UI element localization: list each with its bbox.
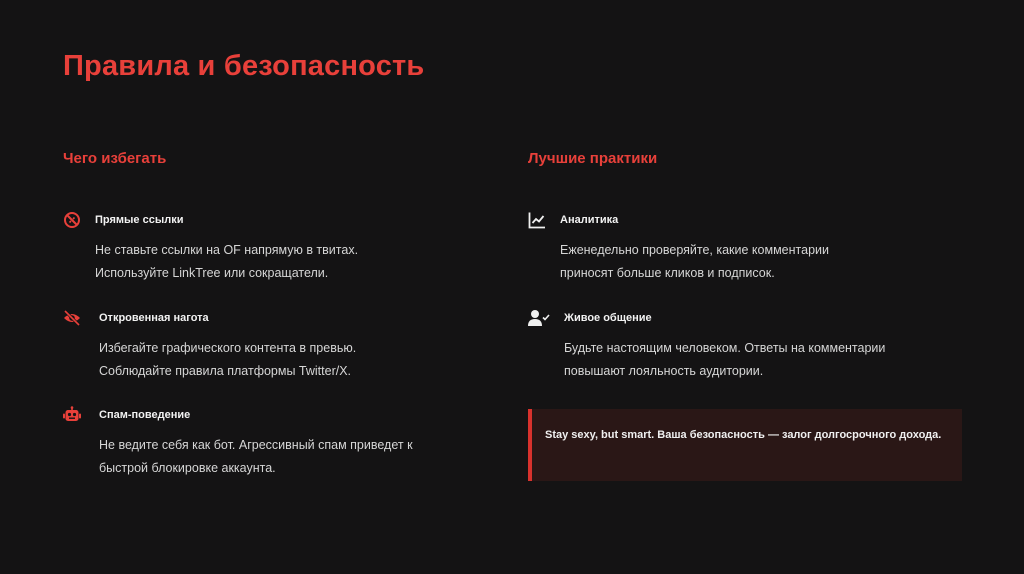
safety-callout: [528, 409, 962, 481]
item-description: Избегайте графического контента в превью. Соблюдайте правила платформы Twitter/X.: [99, 341, 357, 378]
item-name: Аналитика: [560, 214, 619, 226]
item-name: Живое общение: [564, 312, 652, 324]
no-link-icon: [63, 211, 81, 229]
best-heading: Лучшие практики: [528, 150, 658, 167]
callout-text: Stay sexy, but smart. Ваша безопасность — залог долгосрочного дохода.: [545, 429, 942, 441]
item-description: Будьте настоящим человеком. Ответы на комментарии повышают лояльность аудитории.: [564, 341, 886, 378]
item-description: Не ставьте ссылки на OF напрямую в твитах. Используйте LinkTree или сокращатели.: [95, 243, 359, 280]
eye-slash-icon: [63, 309, 81, 327]
user-check-icon: [528, 309, 550, 327]
page-title: Правила и безопасность: [63, 50, 425, 82]
item-description: Еженедельно проверяйте, какие комментарии приносят больше кликов и подписок.: [560, 243, 829, 280]
item-name: Прямые ссылки: [95, 214, 184, 226]
avoid-heading: Чего избегать: [63, 150, 167, 167]
chart-line-icon: [528, 211, 546, 229]
item-description: Не ведите себя как бот. Агрессивный спам приведет к быстрой блокировке аккаунта.: [99, 438, 413, 475]
item-name: Спам-поведение: [99, 409, 191, 421]
robot-icon: [63, 406, 81, 424]
item-name: Откровенная нагота: [99, 312, 209, 324]
